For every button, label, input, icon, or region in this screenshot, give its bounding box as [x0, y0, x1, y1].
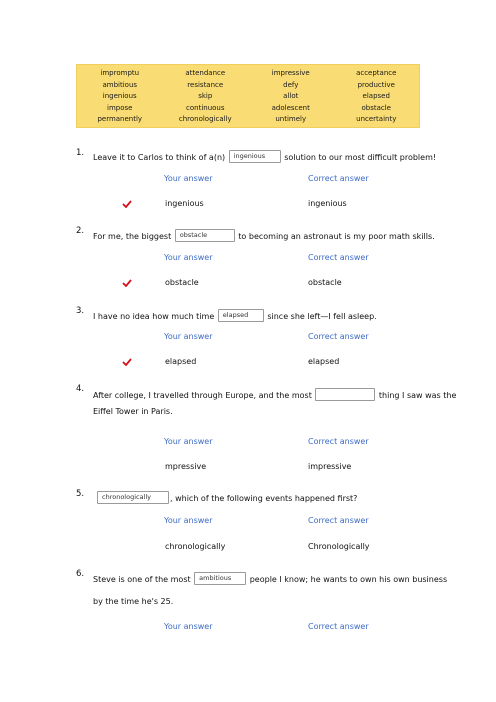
your-answer-header: Your answer [164, 437, 213, 446]
question-number: 2. [76, 226, 85, 236]
correct-answer: impressive [308, 462, 352, 471]
correct-answer-header: Correct answer [308, 332, 369, 341]
correct-answer-header: Correct answer [308, 253, 369, 262]
word-bank-item: resistance [187, 80, 224, 89]
word-bank-item: uncertainty [356, 115, 397, 123]
answer-blank[interactable] [315, 388, 375, 401]
word-bank-item: adolescent [271, 103, 310, 112]
correct-answer: elapsed [308, 357, 340, 366]
question-text-before: I have no idea how much time [93, 312, 215, 321]
answer-blank[interactable]: elapsed [218, 309, 264, 322]
your-answer: elapsed [165, 357, 197, 366]
your-answer-header: Your answer [164, 174, 213, 183]
question-text [93, 571, 447, 584]
word-bank-item: continuous [186, 103, 225, 112]
answer-blank[interactable]: obstacle [175, 229, 235, 242]
word-bank-item: impressive [271, 69, 310, 77]
word-bank-item: ingenious [102, 92, 137, 100]
question-text-after: solution to our most difficult problem! [284, 153, 437, 162]
question-text [93, 387, 456, 400]
checkmark-icon [122, 279, 132, 287]
your-answer-header: Your answer [164, 332, 213, 341]
question-text-after: since she left—I fell asleep. [267, 312, 377, 321]
question-number: 3. [76, 306, 85, 316]
your-answer: chronologically [165, 542, 226, 551]
correct-answer-header: Correct answer [308, 516, 369, 525]
word-bank-item: obstacle [361, 103, 391, 112]
question-text-after: thing I saw was the [378, 391, 457, 400]
question-text-after: to becoming an astronaut is my poor math skills. [238, 232, 435, 241]
question-text-before: Leave it to Carlos to think of a(n) [93, 153, 226, 162]
correct-answer-header: Correct answer [308, 622, 369, 631]
word-bank-item: impose [107, 103, 133, 112]
word-bank-item: acceptance [356, 69, 397, 77]
question-text-after: , which of the following events happened first? [170, 494, 358, 503]
word-bank-item: defy [283, 80, 299, 89]
question-text [93, 308, 377, 321]
word-bank-item: productive [357, 80, 395, 89]
question-text [96, 490, 357, 503]
word-bank-item: permanently [97, 115, 143, 123]
question-text-line2: Eiffel Tower in Paris. [93, 407, 173, 416]
correct-answer: Chronologically [308, 542, 370, 551]
answer-blank[interactable]: chronologically [97, 491, 169, 504]
word-bank-item: untimely [275, 115, 307, 123]
correct-answer: ingenious [308, 199, 347, 208]
checkmark-icon [122, 358, 132, 366]
answer-blank[interactable]: ambitious [194, 572, 246, 585]
question-text [93, 228, 435, 241]
your-answer-header: Your answer [164, 253, 213, 262]
checkmark-icon [122, 200, 132, 208]
correct-answer: obstacle [308, 278, 342, 287]
question-text [93, 149, 436, 162]
your-answer: mpressive [165, 462, 207, 471]
word-bank [76, 64, 420, 128]
word-bank-item: impromptu [100, 69, 140, 77]
word-bank-item: elapsed [362, 92, 390, 100]
question-number: 4. [76, 384, 85, 394]
correct-answer-header: Correct answer [308, 174, 369, 183]
question-text-line2: by the time he's 25. [93, 597, 174, 606]
your-answer: obstacle [165, 278, 199, 287]
correct-answer-header: Correct answer [308, 437, 369, 446]
word-bank-item: attendance [185, 69, 226, 77]
word-bank-item: ambitious [102, 80, 138, 89]
answer-blank[interactable]: ingenious [229, 150, 281, 163]
word-bank-item: skip [198, 92, 213, 100]
your-answer-header: Your answer [164, 622, 213, 631]
question-number: 5. [76, 489, 85, 499]
question-text-before: Steve is one of the most [93, 575, 191, 584]
question-text-before: After college, I travelled through Europe, and the most [93, 391, 312, 400]
your-answer-header: Your answer [164, 516, 213, 525]
question-number: 1. [76, 148, 85, 158]
question-text-after: people I know; he wants to own his own business [249, 575, 448, 584]
question-number: 6. [76, 569, 85, 579]
question-text-before: For me, the biggest [93, 232, 172, 241]
word-bank-item: allot [283, 92, 299, 100]
your-answer: ingenious [165, 199, 204, 208]
word-bank-item: chronologically [178, 115, 232, 123]
